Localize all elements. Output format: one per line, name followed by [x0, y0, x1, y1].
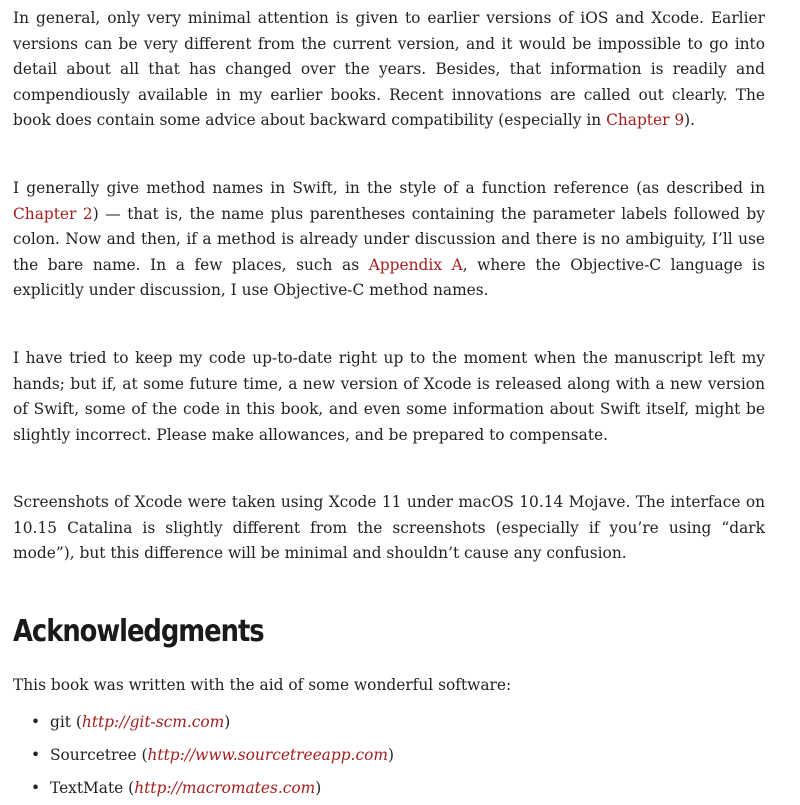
software-name: git: [50, 713, 71, 731]
list-item: [13, 739, 394, 772]
appendix-a-link[interactable]: Appendix A: [368, 255, 463, 274]
software-url-link[interactable]: http://git-scm.com: [81, 713, 225, 731]
software-url-link[interactable]: http://www.sourcetreeapp.com: [147, 746, 388, 764]
paragraph-screenshots: [13, 490, 765, 567]
paragraph-text: , where the Objective-C language is explicitly under discussion, I use Objective-C method names.: [13, 255, 765, 300]
paragraph-code-up-to-date: [13, 346, 765, 448]
paragraph-text: ) — that is, the name plus parentheses containing the parameter labels followed by colon. Now and then, if a method is already under discussion and there is no ambiguity, I’ll use the bare name. In a few places, such as: [13, 204, 765, 274]
acknowledgments-intro: This book was written with the aid of some wonderful software:: [13, 676, 512, 694]
paren-close: ): [387, 746, 394, 764]
chapter-9-link[interactable]: Chapter 9: [606, 111, 685, 130]
paragraph-text: In general, only very minimal attention is given to earlier versions of iOS and Xcode. Earlier versions can be very different from the current version, and it would be impossible to go into detail about all that has changed over the years. Besides, that information is readily and compendiously available in my earlier books. Recent innovations are called out clearly. The book does contain some advice about backward compatibility (especially in: [13, 9, 765, 130]
paragraph-earlier-versions: [13, 6, 765, 134]
list-item: [13, 706, 394, 739]
bullet-icon: •: [31, 746, 41, 764]
paragraph-text: Screenshots of Xcode were taken using Xcode 11 under macOS 10.14 Mojave. The interface on 10.15 Catalina is slightly different from the screenshots (especially if you’re using “dark mode”), but this difference will be minimal and shouldn’t cause any confusion.: [13, 493, 765, 563]
paren-open: (: [123, 779, 135, 797]
software-name: Sourcetree: [50, 746, 137, 764]
paragraph-method-names: [13, 176, 765, 304]
paren-open: (: [136, 746, 148, 764]
paren-close: ): [315, 779, 322, 797]
bullet-icon: •: [31, 779, 41, 797]
paren-close: ): [224, 713, 231, 731]
paren-open: (: [70, 713, 82, 731]
chapter-2-link[interactable]: Chapter 2: [13, 204, 93, 223]
software-list: [13, 706, 394, 805]
acknowledgments-heading: Acknowledgments: [13, 614, 264, 649]
bullet-icon: •: [31, 713, 41, 731]
paragraph-text: ).: [684, 111, 696, 130]
list-item: [13, 772, 394, 805]
software-name: TextMate: [50, 779, 124, 797]
paragraph-text: I generally give method names in Swift, in the style of a function reference (as described in: [13, 179, 765, 197]
software-url-link[interactable]: http://macromates.com: [134, 779, 316, 797]
paragraph-text: I have tried to keep my code up-to-date right up to the moment when the manuscript left my hands; but if, at some future time, a new version of Xcode is released along with a new version of Swift, some of the code in this book, and even some information about Swift itself, might be slightly incorrect. Please make allowances, and be prepared to compensate.: [13, 349, 765, 444]
